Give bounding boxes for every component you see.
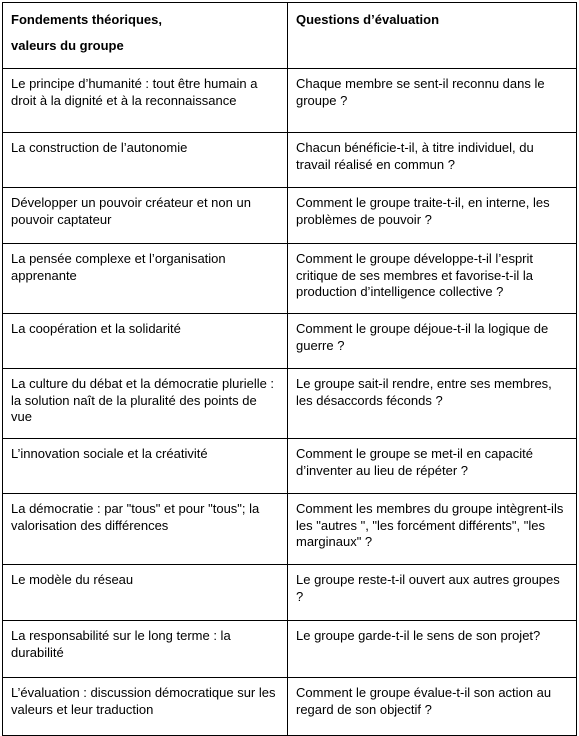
table-row: [3, 439, 577, 494]
table-row: [3, 244, 577, 314]
table-body: [3, 69, 577, 736]
question-cell: Comment le groupe se met-il en capacité d’inventer au lieu de répéter ?: [288, 439, 577, 494]
header-row: [3, 3, 577, 69]
table-header: [3, 3, 577, 69]
evaluation-table: [2, 2, 577, 736]
question-cell: Comment le groupe évalue-t-il son action au regard de son objectif ?: [288, 678, 577, 736]
foundation-cell: Le modèle du réseau: [3, 565, 288, 621]
table-row: [3, 69, 577, 133]
question-cell: Chacun bénéficie-t-il, à titre individuel, du travail réalisé en commun ?: [288, 133, 577, 188]
foundation-cell: Développer un pouvoir créateur et non un pouvoir captateur: [3, 188, 288, 244]
foundation-cell: La démocratie : par "tous" et pour "tous"; la valorisation des différences: [3, 494, 288, 565]
question-cell: Comment le groupe déjoue-t-il la logique de guerre ?: [288, 314, 577, 369]
foundation-cell: La construction de l’autonomie: [3, 133, 288, 188]
table-row: [3, 565, 577, 621]
table-row: [3, 621, 577, 678]
question-cell: Comment le groupe développe-t-il l’esprit critique de ses membres et favorise-t-il la production d’intelligence collective ?: [288, 244, 577, 314]
question-cell: Comment les membres du groupe intègrent-ils les "autres ", "les forcément différents", "les marginaux" ?: [288, 494, 577, 565]
table-row: [3, 494, 577, 565]
foundation-cell: La pensée complexe et l’organisation apprenante: [3, 244, 288, 314]
header-foundations-line2: valeurs du groupe: [11, 37, 124, 53]
table-row: [3, 133, 577, 188]
table-row: [3, 678, 577, 736]
question-cell: Le groupe reste-t-il ouvert aux autres groupes ?: [288, 565, 577, 621]
foundation-cell: La coopération et la solidarité: [3, 314, 288, 369]
table-row: [3, 369, 577, 439]
question-cell: Le groupe garde-t-il le sens de son projet?: [288, 621, 577, 678]
table-row: [3, 314, 577, 369]
foundation-cell: La culture du débat et la démocratie plurielle : la solution naît de la pluralité des points de vue: [3, 369, 288, 439]
foundation-cell: La responsabilité sur le long terme : la durabilité: [3, 621, 288, 678]
header-foundations: [3, 3, 288, 69]
header-foundations-line1: Fondements théoriques,: [11, 12, 162, 27]
question-cell: Chaque membre se sent-il reconnu dans le groupe ?: [288, 69, 577, 133]
foundation-cell: L’évaluation : discussion démocratique sur les valeurs et leur traduction: [3, 678, 288, 736]
table-row: [3, 188, 577, 244]
header-questions: Questions d’évaluation: [288, 3, 577, 69]
foundation-cell: L’innovation sociale et la créativité: [3, 439, 288, 494]
question-cell: Comment le groupe traite-t-il, en interne, les problèmes de pouvoir ?: [288, 188, 577, 244]
foundation-cell: Le principe d’humanité : tout être humain a droit à la dignité et à la reconnaissance: [3, 69, 288, 133]
question-cell: Le groupe sait-il rendre, entre ses membres, les désaccords féconds ?: [288, 369, 577, 439]
